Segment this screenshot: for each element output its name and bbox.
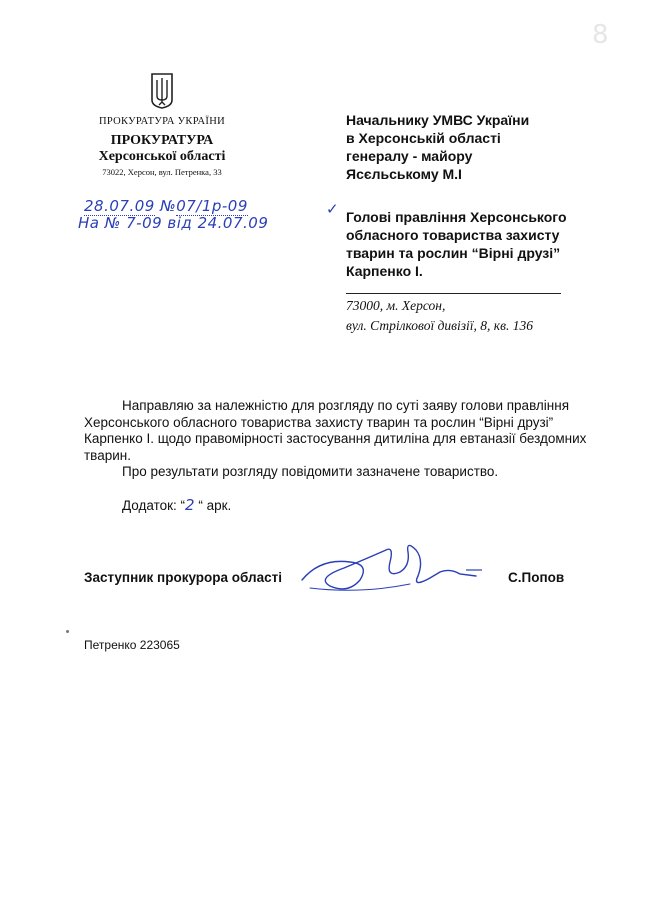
executor-info: Петренко 223065	[84, 638, 180, 652]
handwritten-signature	[290, 528, 490, 608]
attachment-count: 2	[185, 495, 195, 514]
org-region: Херсонської області	[98, 149, 226, 164]
address-city: 73000, м. Херсон,	[346, 298, 446, 313]
addressee-line: Карпенко І.	[346, 263, 423, 279]
org-address: 73022, Херсон, вул. Петренка, 33	[102, 167, 222, 177]
addressee-line: Начальнику УМВС України	[346, 112, 530, 128]
addressee-line: Ясєльському М.І	[346, 166, 462, 182]
org-name: ПРОКУРАТУРА	[110, 133, 214, 148]
attachment-suffix: “ арк.	[194, 497, 232, 513]
postal-address	[346, 296, 533, 336]
registration-number: 07/1р-09	[176, 197, 248, 215]
punch-mark	[66, 630, 69, 633]
addressee-line: в Херсонській області	[346, 130, 501, 146]
addressee-line: тварин та рослин “Вірні друзі”	[346, 245, 561, 261]
registration-number-prefix: №	[160, 197, 177, 215]
trident-icon	[148, 70, 176, 110]
faint-corner-mark: 8	[592, 20, 609, 50]
addressee-line: генералу - майору	[346, 148, 473, 164]
body-paragraph: Про результати розгляду повідомити зазначене товариство.	[122, 464, 499, 479]
check-mark-icon: ✓	[326, 202, 339, 218]
addressee-line: обласного товариства захисту	[346, 227, 560, 243]
attachment-line	[84, 497, 594, 515]
registration-line	[84, 197, 248, 215]
org-ukraine: ПРОКУРАТУРА УКРАЇНИ	[99, 116, 225, 127]
addressee-society	[346, 208, 606, 280]
organization-header	[72, 70, 252, 177]
body-paragraph: Направляю за належністю для розгляду по суті заяву голови правління Херсонського обласного товариства захисту тварин та рослин “Вірні друзі” Карпенко І. щодо правомірності застосування дитиліна для евтаназії бездомних тварин.	[84, 398, 587, 463]
address-street: вул. Стрілкової дивізії, 8, кв. 136	[346, 318, 533, 333]
reply-reference: На № 7-09 від 24.07.09	[78, 214, 269, 232]
registration-date: 28.07.09	[84, 197, 155, 215]
signer-role: Заступник прокурора області	[84, 570, 282, 585]
addressee-line: Голові правління Херсонського	[346, 209, 567, 225]
addressee-police	[346, 111, 606, 183]
attachment-label: Додаток: “	[122, 497, 186, 513]
letter-body	[84, 398, 594, 514]
signer-name: С.Попов	[508, 570, 565, 585]
address-divider	[346, 293, 561, 294]
